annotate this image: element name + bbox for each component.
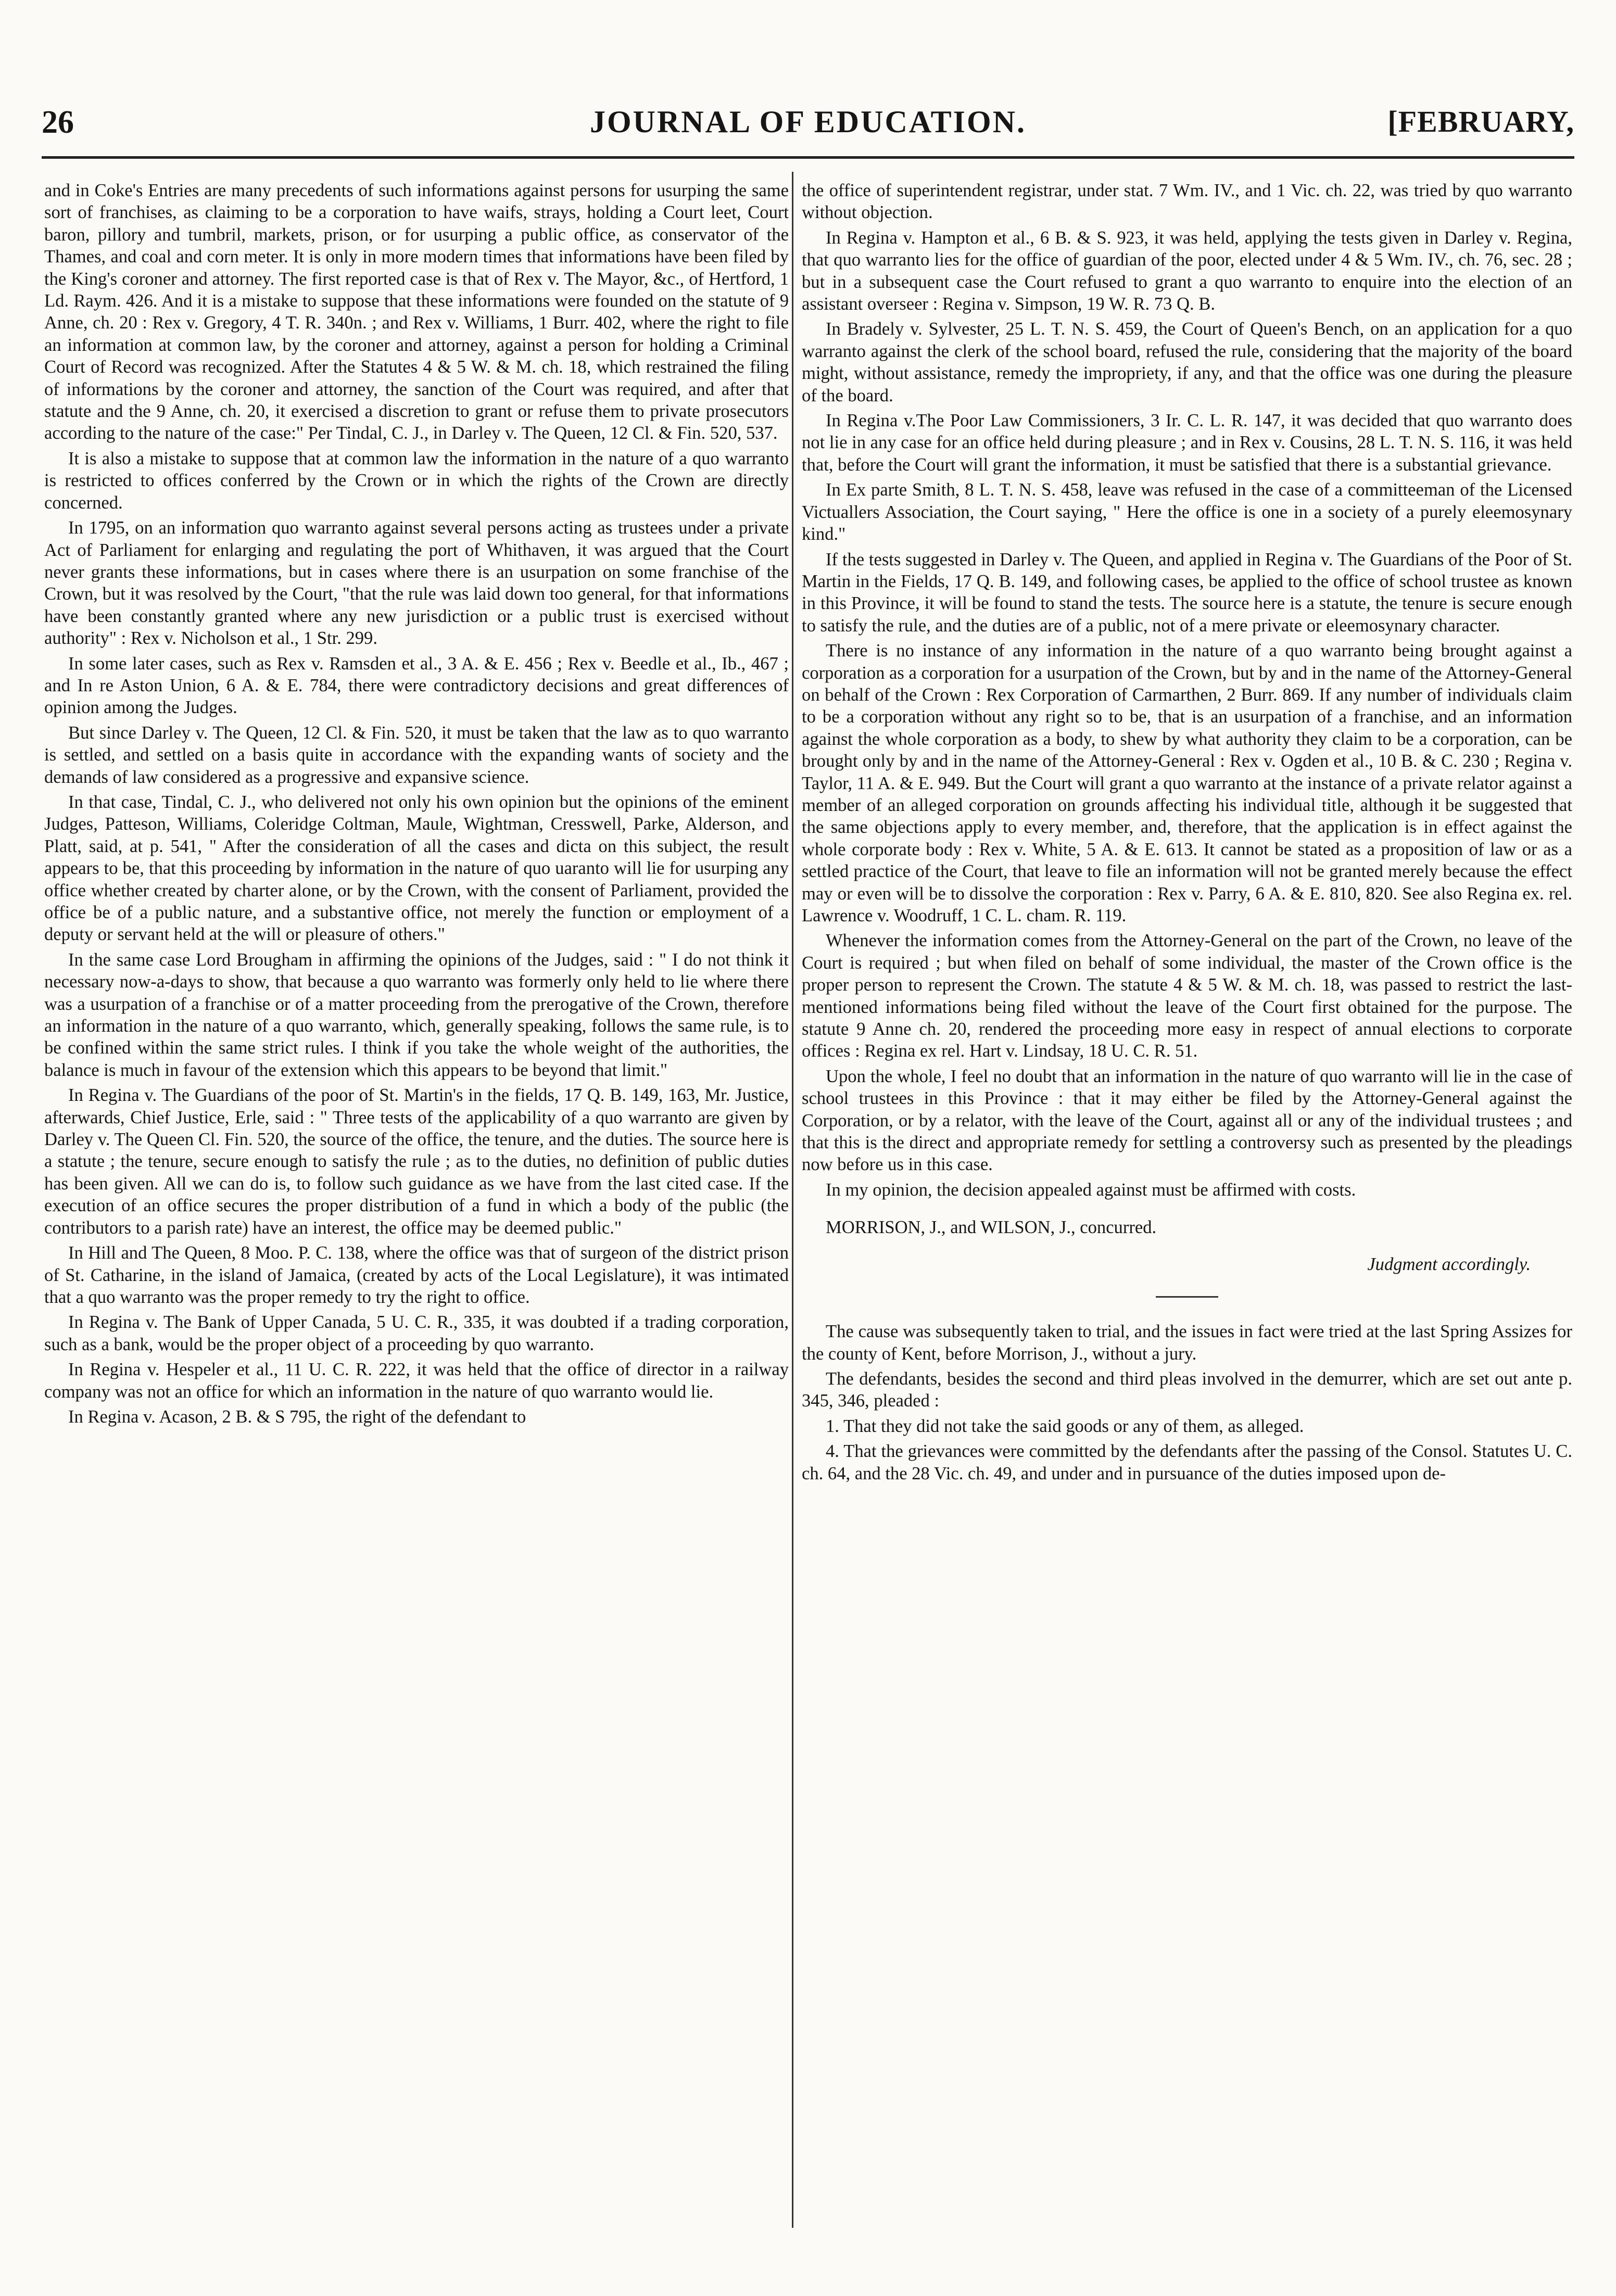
concurrence-line: MORRISON, J., and WILSON, J., concurred. — [826, 1217, 1157, 1238]
issue-month: [FEBRUARY, — [1387, 105, 1574, 138]
paragraph: There is no instance of any information in the nature of a quo warranto being brought against a corporation as a corporation for a usurpation of the Crown, but by and in the name of the Attorney-General on behalf of the Crown : Rex Corporation of Carmarthen, 2 Burr. 869. If any number of individuals claim to be a corporation without any right so to be, that is an usurpation of a franchise, and an information against the whole corporation as a body, to shew by what authority they claim to be a corporation, can be brought only by and in the name of the Attorney-General : Rex v. Ogden et al., 10 B. & C. 230 ; Regina v. Taylor, 11 A. & E. 949. But the Court will grant a quo warranto at the instance of a private relator against a member of an alleged corporation on grounds affecting his individual title, although it be suggested that the same objections apply to every member, and, therefore, that the application is in effect against the whole corporate body : Rex v. White, 5 A. & E. 613. It cannot be stated as a proposition of law or as a settled practice of the Court, that leave to file an information will not be granted merely because the effect may or even will be to dissolve the corporation : Rex v. Parry, 6 A. & E. 810, 820. See also Regina ex. rel. Lawrence v. Woodruff, 1 C. L. cham. R. 119. — [802, 641, 1572, 925]
paragraph: In Regina v. Hampton et al., 6 B. & S. 923, it was held, applying the tests given in Darley v. Regina, that quo warranto lies for the office of guardian of the poor, elected under 4 & 5 Wm. IV., ch. 76, sec. 28 ; but in a subsequent case the Court refused to grant a quo warranto to enquire into the election of an assistant overseer : Regina v. Simpson, 19 W. R. 73 Q. B. — [802, 227, 1572, 314]
paragraph: Whenever the information comes from the Attorney-General on the part of the Crown, no leave of the Court is required ; but when filed on behalf of some individual, the master of the Crown office is the proper person to represent the Crown. The statute 4 & 5 W. & M. ch. 18, was passed to restrict the last-mentioned informations being filed without the leave of the Court first obtained for the purpose. The statute 9 Anne ch. 20, rendered the proceeding more easy in respect of annual elections to corporate offices : Regina ex rel. Hart v. Lindsay, 18 U. C. R. 51. — [802, 931, 1572, 1061]
left-column — [44, 180, 789, 1431]
paragraph: In Regina v. The Guardians of the poor of St. Martin's in the fields, 17 Q. B. 149, 163, Mr. Justice, afterwards, Chief Justice, Erle, said : " Three tests of the applicability of a quo warranto are given by Darley v. The Queen Cl. Fin. 520, the source of the office, the tenure, and the duties. The source here is a statute ; the tenure, secure enough to satisfy the rule ; as to the duties, no definition of public duties has been given. All we can do is, to follow such guidance as we have from the last cited case. If the execution of an office secures the proper distribution of a fund in which a body of the public (the contributors to a parish rate) have an interest, the office may be deemed public." — [44, 1085, 789, 1238]
paragraph: In Regina v. Hespeler et al., 11 U. C. R. 222, it was held that the office of director in a railway company was not an office for which an information in the nature of quo warranto would lie. — [44, 1360, 789, 1402]
paragraph: In my opinion, the decision appealed against must be affirmed with costs. — [826, 1179, 1356, 1200]
paragraph: In the same case Lord Brougham in affirming the opinions of the Judges, said : " I do not think it necessary now-a-days to show, that because a quo warranto was formerly only held to lie where there was a usurpation of a franchise or of a matter proceeding from the prerogative of the Crown, therefore an information in the nature of a quo warranto, which, generally speaking, follows the same rule, is to be confined within the same strict rules. I think if you take the whole weight of the authorities, the balance is much in favour of the extension which this appears to be beyond that limit." — [44, 949, 789, 1080]
page-number: 26 — [42, 105, 74, 140]
paragraph: 1. That they did not take the said goods or any of them, as alleged. — [826, 1416, 1304, 1436]
paragraph: In 1795, on an information quo warranto against several persons acting as trustees under a private Act of Parliament for enlarging and regulating the port of Whithaven, it was argued that the Court never grants these informations, but in cases where there is an usurpation on some franchise of the Crown, but it was resolved by the Court, "that the rule was laid down too general, for that informations have been constantly granted where any new jurisdiction or a public trust is exercised without authority" : Rex v. Nicholson et al., 1 Str. 299. — [44, 518, 789, 649]
paragraph: In Regina v.The Poor Law Commissioners, 3 Ir. C. L. R. 147, it was decided that quo warranto does not lie in any case for an office held during pleasure ; and in Rex v. Cousins, 28 L. T. N. S. 116, it was held that, before the Court will grant the information, it must be satisfied that there is a substantial grievance. — [802, 411, 1572, 475]
paragraph: If the tests suggested in Darley v. The Queen, and applied in Regina v. The Guardians of the Poor of St. Martin in the Fields, 17 Q. B. 149, and following cases, be applied to the office of school trustee as known in this Province, it will be found to stand the tests. The source here is a statute, the tenure is secure enough to satisfy the rule, and the duties are of a public, not of a mere private or eleemosynary character. — [802, 549, 1572, 636]
column-divider — [792, 172, 793, 2228]
paragraph: 4. That the grievances were committed by the defendants after the passing of the Consol. Statutes U. C. ch. 64, and the 28 Vic. ch. 49, and under and in pursuance of the duties imposed upon de- — [802, 1441, 1572, 1483]
paragraph: In that case, Tindal, C. J., who delivered not only his own opinion but the opinions of the eminent Judges, Patteson, Williams, Coleridge Coltman, Maule, Wightman, Cresswell, Parke, Alderson, and Platt, said, at p. 541, " After the consideration of all the cases and dicta on this subject, the result appears to be, that this proceeding by information in the nature of quo uaranto will lie for usurping any office whether created by charter alone, or by the Crown, with the consent of Parliament, provided the office be of a public nature, and a substantive office, not merely the function or employment of a deputy or servant held at the will or pleasure of others." — [44, 792, 789, 945]
paragraph: and in Coke's Entries are many precedents of such informations against persons for usurping the same sort of franchises, as claiming to be a corporation to have waifs, strays, holding a Court leet, Court baron, pillory and tumbril, markets, prison, or for usurping a public office, as conservator of the Thames, and coal and corn meter. It is only in more modern times that informations have been filed by the King's coroner and attorney. The first reported case is that of Rex v. The Mayor, &c., of Hertford, 1 Ld. Raym. 426. And it is a mistake to suppose that these informations were founded on the statute of 9 Anne, ch. 20 : Rex v. Gregory, 4 T. R. 340n. ; and Rex v. Williams, 1 Burr. 402, where the right to file an information at common law, by the coroner and attorney, against a person for holding a Criminal Court of Record was recognized. After the Statutes 4 & 5 W. & M. ch. 18, which restrained the filing of informations by the coroner and attorney, the sanction of the Court was required, and after that statute and the 9 Anne, ch. 20, it exercised a discretion to grant or refuse them to private prosecutors according to the nature of the case:" Per Tindal, C. J., in Darley v. The Queen, 12 Cl. & Fin. 520, 537. — [44, 181, 789, 443]
paragraph: In some later cases, such as Rex v. Ramsden et al., 3 A. & E. 456 ; Rex v. Beedle et al., Ib., 467 ; and In re Aston Union, 6 A. & E. 784, there were contradictory decisions and great differences of opinion among the Judges. — [44, 653, 789, 718]
paragraph: In Regina v. Acason, 2 B. & S 795, the right of the defendant to — [68, 1406, 526, 1427]
paragraph: But since Darley v. The Queen, 12 Cl. & Fin. 520, it must be taken that the law as to quo warranto is settled, and settled on a basis quite in accordance with the expanding wants of society and the demands of law considered as a progressive and expansive science. — [44, 722, 789, 787]
section-rule — [1156, 1296, 1218, 1298]
running-head — [42, 104, 1574, 151]
paragraph: The cause was subsequently taken to trial, and the issues in fact were tried at the last Spring Assizes for the county of Kent, before Morrison, J., without a jury. — [802, 1322, 1572, 1364]
paragraph: In Regina v. The Bank of Upper Canada, 5 U. C. R., 335, it was doubted if a trading corporation, such as a bank, would be the proper object of a proceeding by quo warranto. — [44, 1312, 789, 1354]
paragraph: Upon the whole, I feel no doubt that an information in the nature of quo warranto will lie in the case of school trustees in this Province : that it may either be filed by the Attorney-General against the Corporation, or by a relator, with the leave of the Court, against all or any of the individual trustees ; and that this is the direct and appropriate remedy for settling a controversy such as presented by the pleadings now before us in this case. — [802, 1066, 1572, 1175]
paragraph: In Ex parte Smith, 8 L. T. N. S. 458, leave was refused in the case of a committeeman of the Licensed Victuallers Association, the Court saying, " Here the office is one in a society of a purely eleemosynary kind." — [802, 480, 1572, 544]
paragraph: In Hill and The Queen, 8 Moo. P. C. 138, where the office was that of surgeon of the district prison of St. Catharine, in the island of Jamaica, (created by acts of the Local Legislature), it was intimated that a quo warranto was the proper remedy to try the right to office. — [44, 1243, 789, 1307]
paragraph: In Bradely v. Sylvester, 25 L. T. N. S. 459, the Court of Queen's Bench, on an application for a quo warranto against the clerk of the school board, refused the rule, considering that the majority of the board might, without assistance, remedy the impropriety, if any, and that the office was one during the pleasure of the board. — [802, 319, 1572, 405]
paragraph: the office of superintendent registrar, under stat. 7 Wm. IV., and 1 Vic. ch. 22, was tried by quo warranto without objection. — [802, 181, 1572, 223]
paragraph: It is also a mistake to suppose that at common law the information in the nature of a quo warranto is restricted to offices conferred by the Crown or in which the rights of the Crown are directly concerned. — [44, 448, 789, 513]
paragraph: The defendants, besides the second and third pleas involved in the demurrer, which are set out ante p. 345, 346, pleaded : — [802, 1368, 1572, 1411]
judgment-line: Judgment accordingly. — [1367, 1254, 1531, 1274]
right-column — [802, 180, 1572, 1488]
header-rule — [42, 156, 1574, 159]
journal-title: JOURNAL OF EDUCATION. — [589, 105, 1027, 139]
